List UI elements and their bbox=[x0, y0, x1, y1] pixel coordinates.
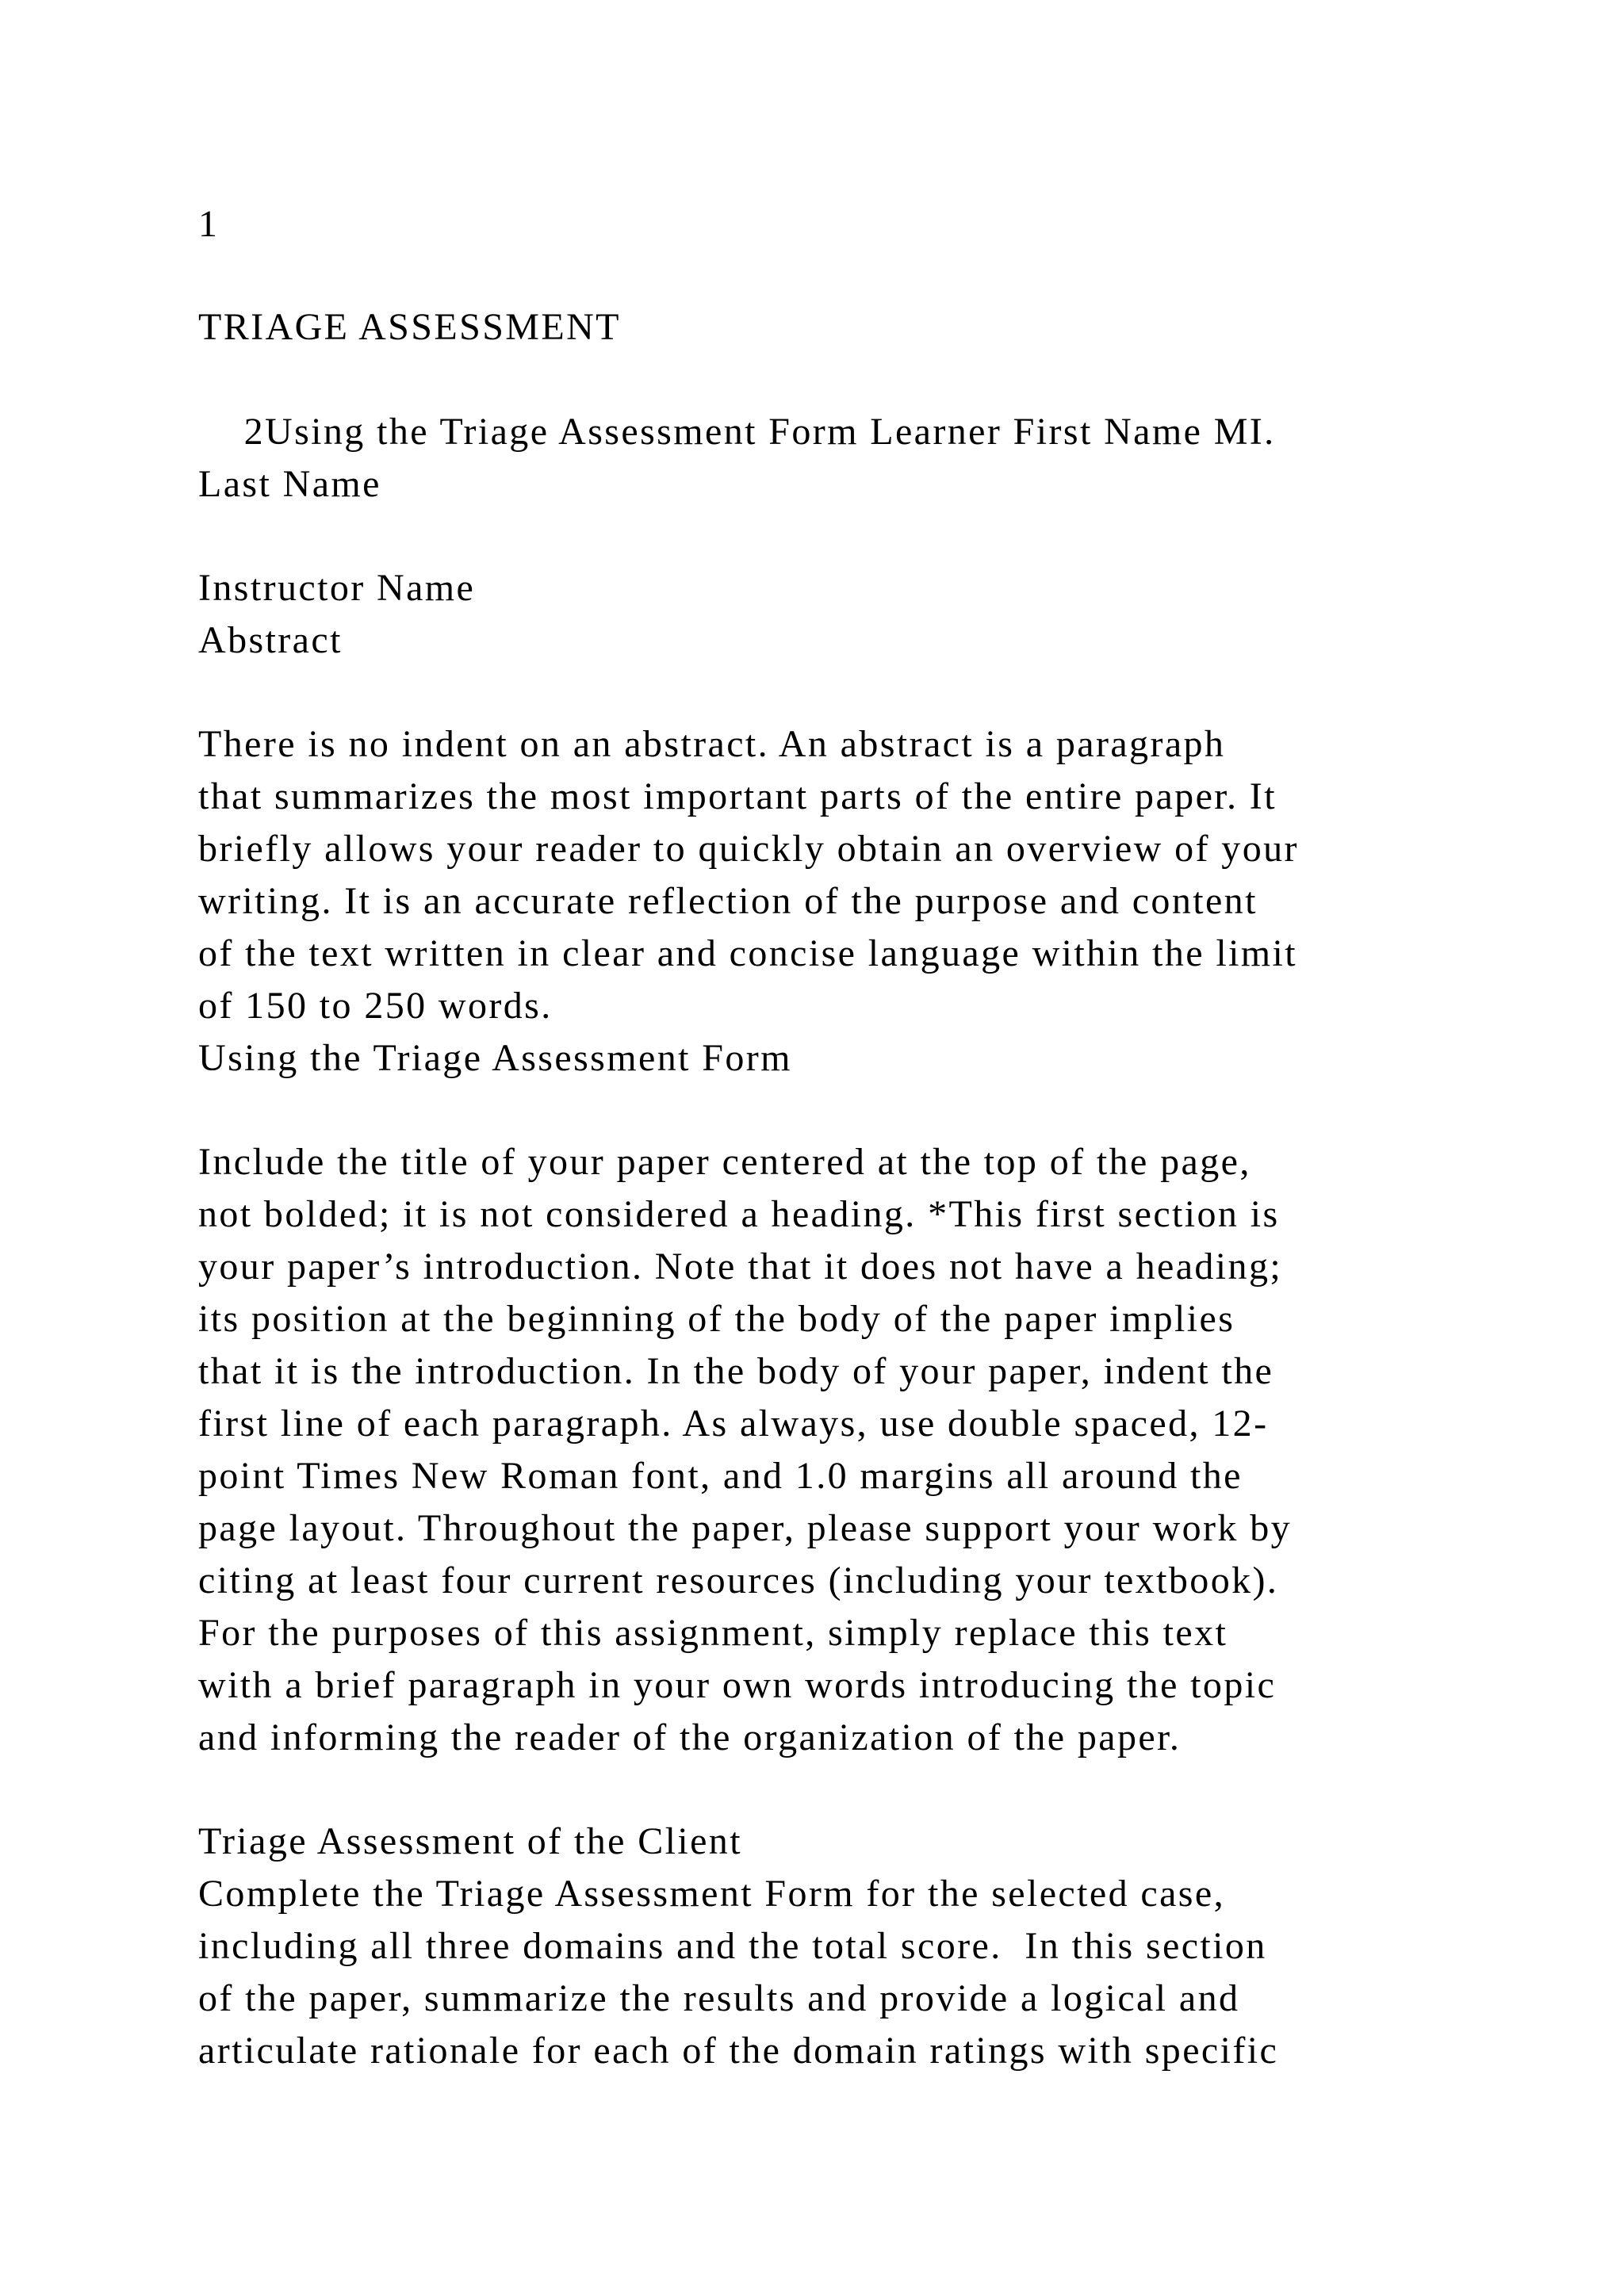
author-line: Last Name bbox=[198, 463, 381, 505]
abstract-line: writing. It is an accurate reflection of the purpose and content bbox=[198, 880, 1258, 922]
instructor-line: Instructor Name bbox=[198, 567, 476, 609]
intro-line: and informing the reader of the organization of the paper. bbox=[198, 1716, 1182, 1758]
section-line: Complete the Triage Assessment Form for the selected case, bbox=[198, 1873, 1225, 1915]
intro-line: Include the title of your paper centered at the top of the page, bbox=[198, 1141, 1251, 1183]
intro-line: not bolded; it is not considered a heading. *This first section is bbox=[198, 1193, 1280, 1235]
section-line: including all three domains and the total score. In this section bbox=[198, 1925, 1267, 1967]
abstract-line: of the text written in clear and concise language within the limit bbox=[198, 932, 1298, 974]
abstract-heading: Abstract bbox=[198, 619, 343, 661]
paper-title: Using the Triage Assessment Form bbox=[198, 1037, 792, 1079]
intro-line: with a brief paragraph in your own words introducing the topic bbox=[198, 1664, 1277, 1706]
intro-line: point Times New Roman font, and 1.0 margins all around the bbox=[198, 1455, 1243, 1497]
title-line: 2Using the Triage Assessment Form Learner First Name MI. bbox=[198, 411, 1276, 453]
section-heading: Triage Assessment of the Client bbox=[198, 1820, 742, 1862]
intro-line: For the purposes of this assignment, simply replace this text bbox=[198, 1612, 1228, 1654]
intro-line: first line of each paragraph. As always, use double spaced, 12- bbox=[198, 1402, 1269, 1445]
running-head: TRIAGE ASSESSMENT bbox=[198, 306, 621, 348]
intro-line: citing at least four current resources (including your textbook). bbox=[198, 1559, 1279, 1601]
intro-line: its position at the beginning of the body of the paper implies bbox=[198, 1298, 1235, 1340]
abstract-line: briefly allows your reader to quickly obtain an overview of your bbox=[198, 828, 1299, 870]
section-line: articulate rationale for each of the domain ratings with specific bbox=[198, 2030, 1279, 2072]
abstract-line: that summarizes the most important parts of the entire paper. It bbox=[198, 775, 1277, 817]
section-line: of the paper, summarize the results and provide a logical and bbox=[198, 1977, 1240, 2019]
intro-line: that it is the introduction. In the body of your paper, indent the bbox=[198, 1350, 1274, 1392]
intro-line: page layout. Throughout the paper, please support your work by bbox=[198, 1507, 1293, 1549]
abstract-line: of 150 to 250 words. bbox=[198, 985, 553, 1027]
page-number: 1 bbox=[198, 203, 220, 245]
intro-line: your paper’s introduction. Note that it does not have a heading; bbox=[198, 1246, 1283, 1288]
abstract-line: There is no indent on an abstract. An abstract is a paragraph bbox=[198, 723, 1226, 765]
